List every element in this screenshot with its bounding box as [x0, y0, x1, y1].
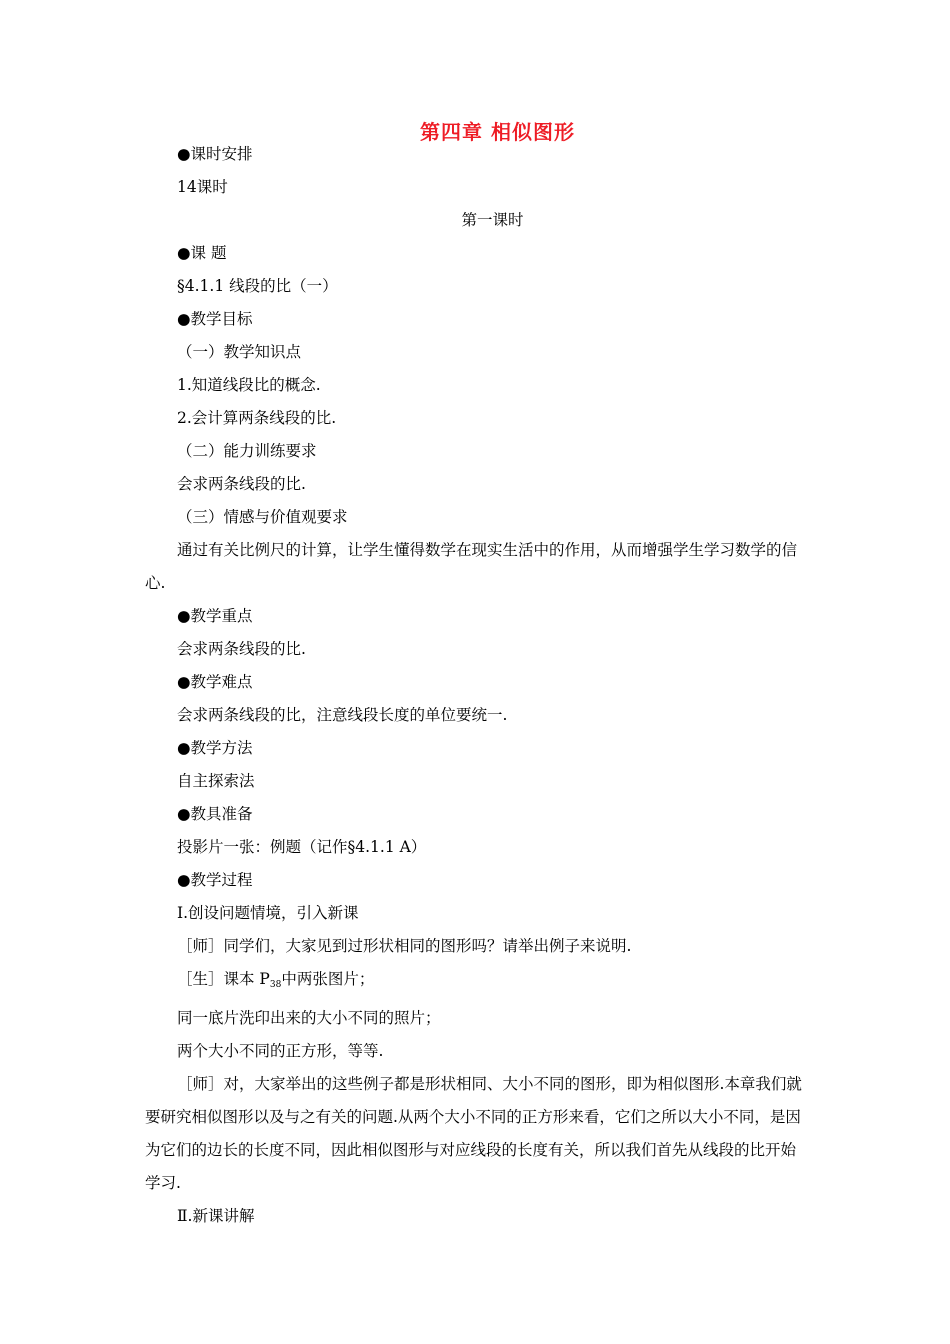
text-line: 自主探索法	[177, 772, 255, 790]
text-line: 2.会计算两条线段的比.	[177, 409, 337, 427]
section-heading: ●教学目标	[177, 310, 253, 328]
text-line: Ⅰ.创设问题情境，引入新课	[177, 904, 359, 922]
section-heading: ●教学重点	[177, 607, 253, 625]
document-body	[145, 138, 810, 1233]
section-heading: ●教学难点	[177, 673, 253, 691]
section-heading: ●课时安排	[177, 145, 253, 163]
text-line: 14课时	[177, 178, 228, 196]
dialogue-line: ［师］同学们，大家见到过形状相同的图形吗？请举出例子来说明.	[177, 937, 632, 955]
chapter-title: 第四章 相似图形	[420, 120, 575, 144]
text-line: §4.1.1 线段的比（一）	[177, 277, 338, 295]
dialogue-line-student	[145, 963, 810, 1002]
text-line: 投影片一张：例题（记作§4.1.1 A）	[177, 838, 427, 856]
section-heading: Ⅱ.新课讲解	[177, 1207, 255, 1225]
subsection-heading: （一）教学知识点	[177, 343, 302, 361]
text-line: 会求两条线段的比.	[177, 640, 306, 658]
subsection-heading: （二）能力训练要求	[177, 442, 317, 460]
text-line: 两个大小不同的正方形，等等.	[177, 1042, 384, 1060]
section-heading: ●教学过程	[177, 871, 253, 889]
text-line: 会求两条线段的比，注意线段长度的单位要统一.	[177, 706, 508, 724]
section-heading: ●教具准备	[177, 805, 253, 823]
subsection-heading: （三）情感与价值观要求	[177, 508, 348, 526]
section-heading: ●教学方法	[177, 739, 253, 757]
student-line-suffix: 中两张图片；	[281, 970, 375, 988]
text-line: 会求两条线段的比.	[177, 475, 306, 493]
text-paragraph: 通过有关比例尺的计算，让学生懂得数学在现实生活中的作用，从而增强学生学习数学的信心.	[145, 541, 798, 592]
page-subscript: 38	[269, 980, 282, 990]
dialogue-paragraph: ［师］对，大家举出的这些例子都是形状相同、大小不同的图形，即为相似图形.本章我们就要研究相似图形以及与之有关的问题.从两个大小不同的正方形来看，它们之所以大小不同，是因为它们的边长的长度不同，因此相似图形与对应线段的长度有关，所以我们首先从线段的比开始学习.	[145, 1075, 802, 1192]
text-line: 1.知道线段比的概念.	[177, 376, 321, 394]
text-line: 同一底片洗印出来的大小不同的照片；	[177, 1009, 441, 1027]
student-line-prefix: ［生］课本 P	[177, 970, 270, 988]
section-heading: ●课 题	[177, 244, 227, 262]
lesson-heading: 第一课时	[461, 211, 524, 229]
